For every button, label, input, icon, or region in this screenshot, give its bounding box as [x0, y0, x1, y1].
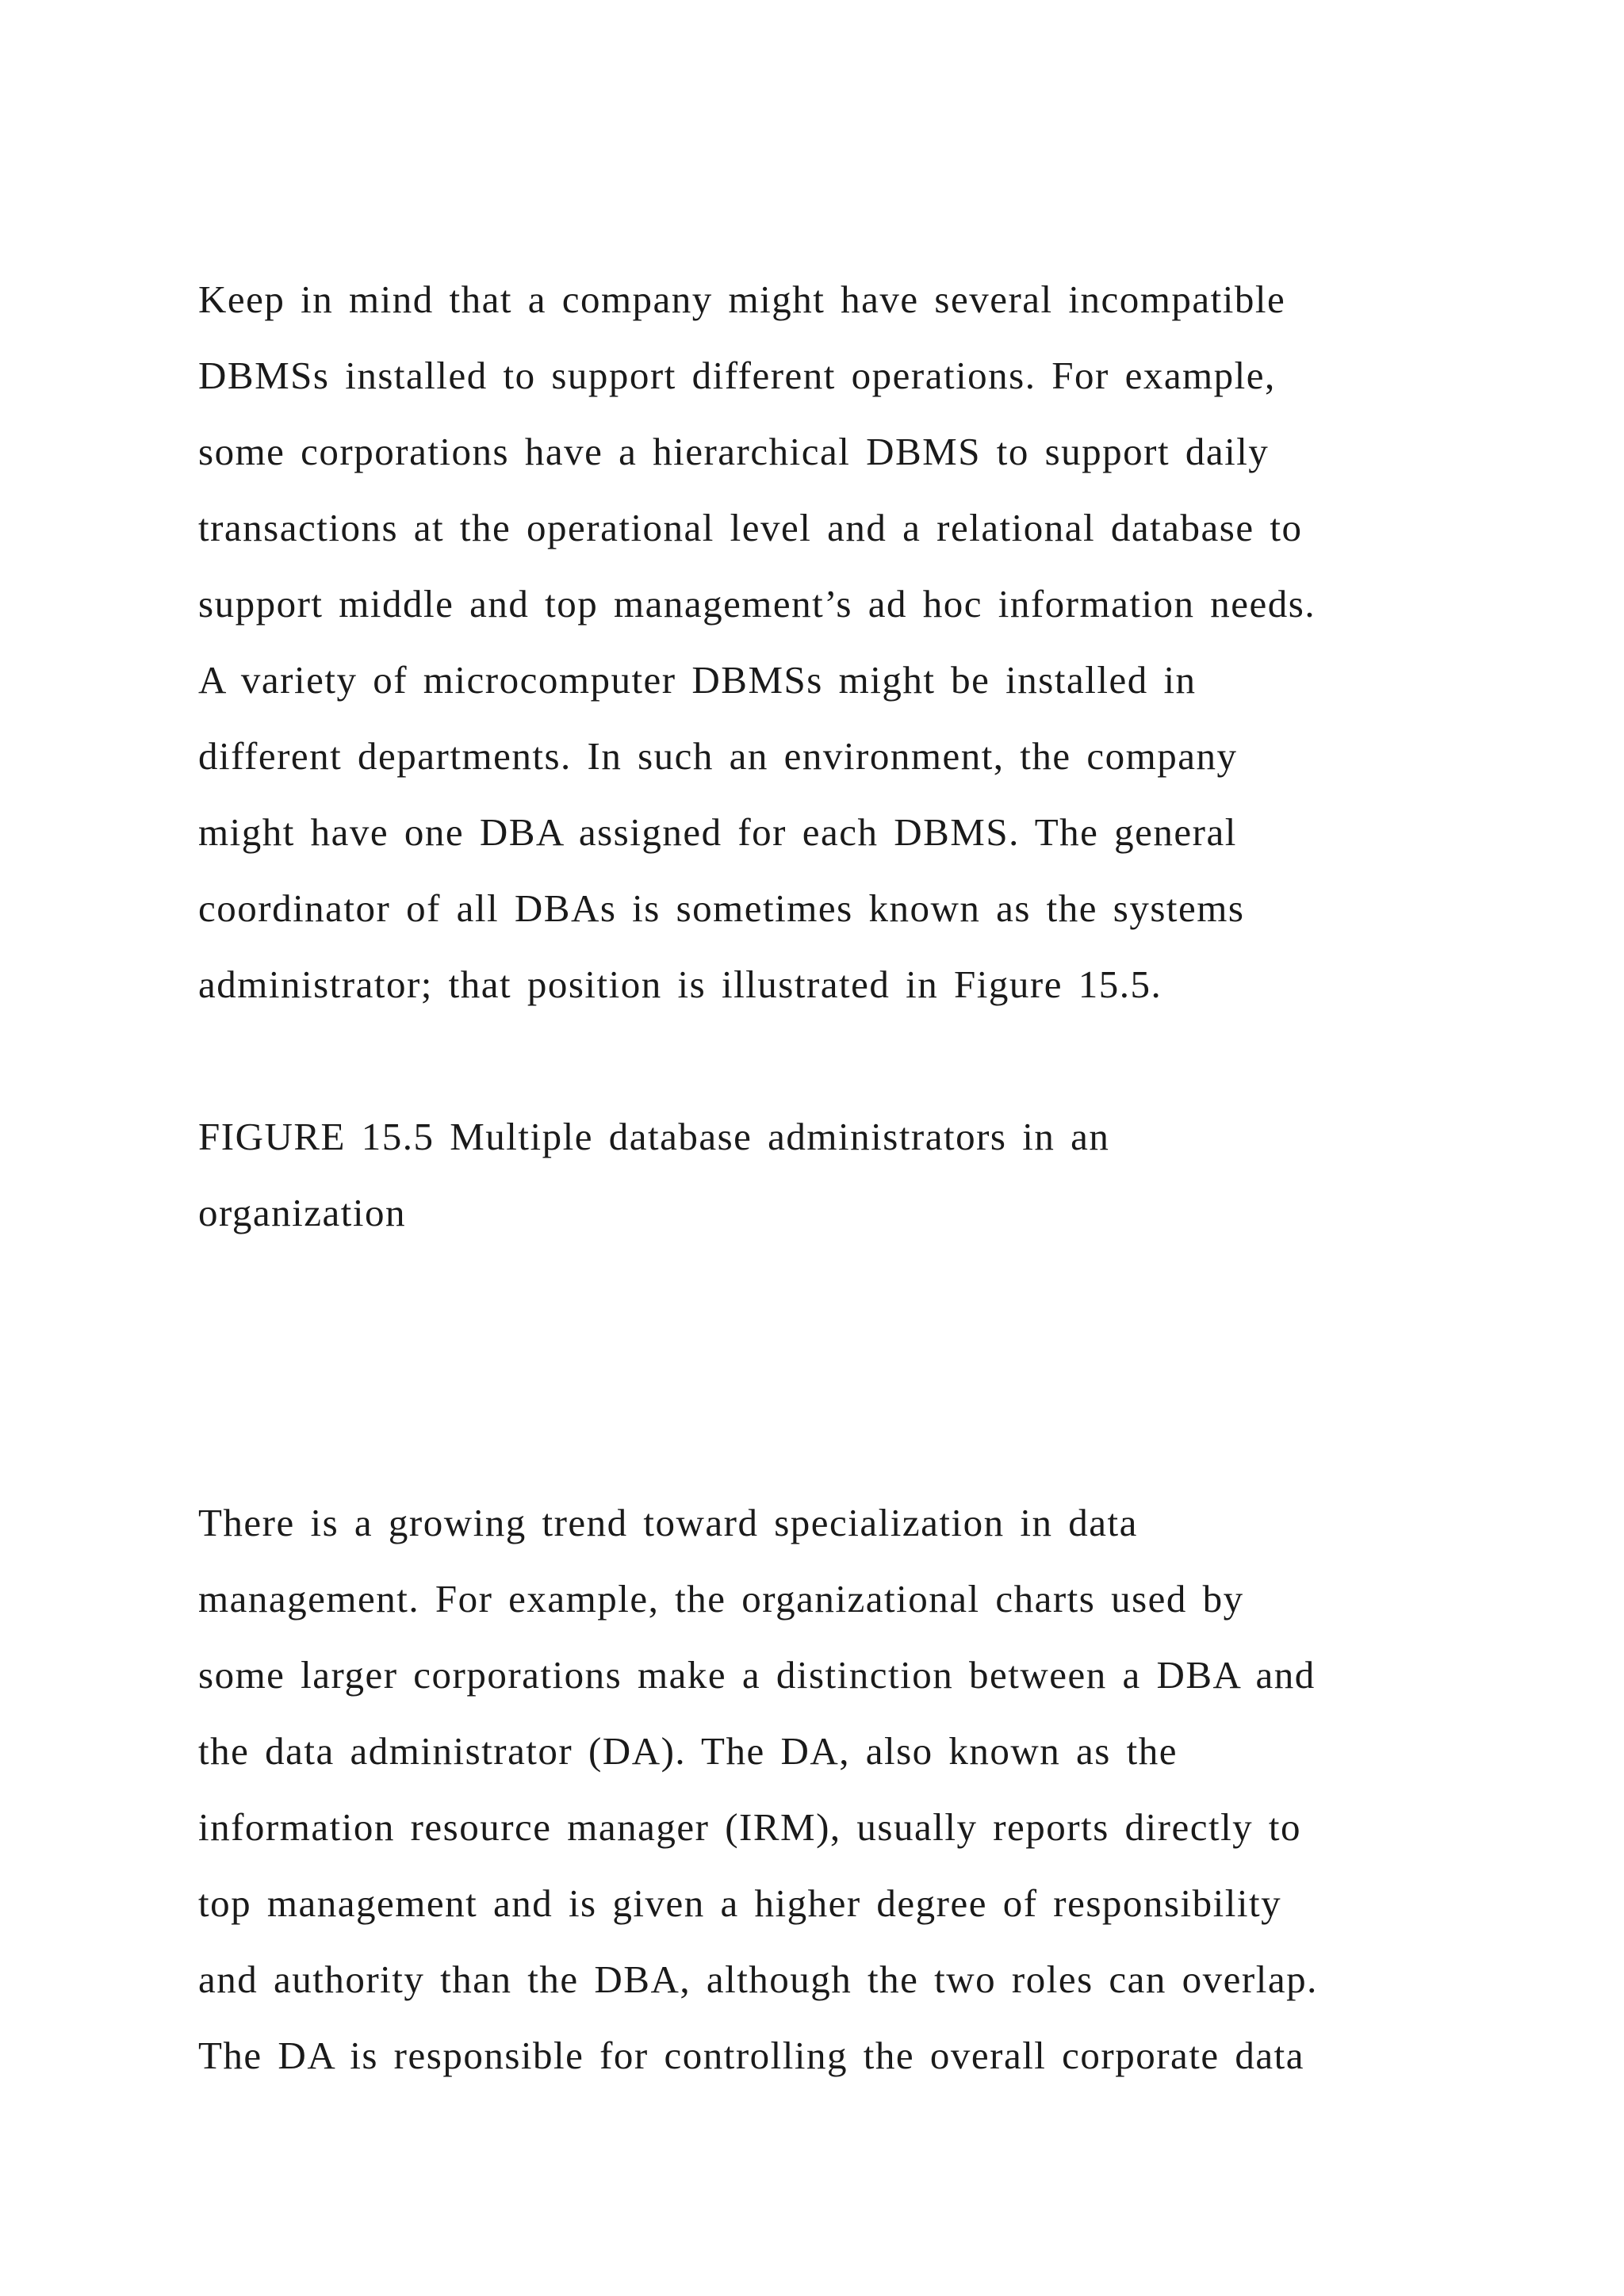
paragraph-line: administrator; that position is illustrated in Figure 15.5.	[198, 962, 1162, 1006]
paragraph-line: management. For example, the organizational charts used by	[198, 1577, 1244, 1621]
paragraph-line: information resource manager (IRM), usually reports directly to	[198, 1805, 1302, 1849]
paragraph-line: A variety of microcomputer DBMSs might be installed in	[198, 658, 1197, 702]
paragraph-line: support middle and top management’s ad hoc information needs.	[198, 582, 1316, 626]
paragraph-line: DBMSs installed to support different operations. For example,	[198, 354, 1276, 397]
figure-caption	[198, 1099, 1515, 1251]
paragraph-line: might have one DBA assigned for each DBMS. The general	[198, 810, 1237, 854]
paragraph-line: different departments. In such an environment, the company	[198, 734, 1238, 778]
caption-line: organization	[198, 1191, 407, 1234]
paragraph-line: The DA is responsible for controlling the overall corporate data	[198, 2034, 1305, 2077]
paragraph-line: and authority than the DBA, although the two roles can overlap.	[198, 1957, 1318, 2001]
body-paragraph-1	[198, 262, 1515, 1023]
paragraph-line: some corporations have a hierarchical DBMS to support daily	[198, 430, 1270, 473]
paragraph-line: transactions at the operational level and a relational database to	[198, 506, 1303, 549]
caption-line: FIGURE 15.5 Multiple database administrators in an	[198, 1115, 1110, 1158]
paragraph-line: some larger corporations make a distinction between a DBA and	[198, 1653, 1316, 1697]
paragraph-line: There is a growing trend toward specialization in data	[198, 1501, 1138, 1544]
paragraph-line: top management and is given a higher degree of responsibility	[198, 1881, 1282, 1925]
paragraph-line: Keep in mind that a company might have several incompatible	[198, 277, 1286, 321]
paragraph-line: coordinator of all DBAs is sometimes known as the systems	[198, 886, 1245, 930]
body-paragraph-2	[198, 1485, 1515, 2094]
paragraph-line: the data administrator (DA). The DA, also known as the	[198, 1729, 1178, 1773]
